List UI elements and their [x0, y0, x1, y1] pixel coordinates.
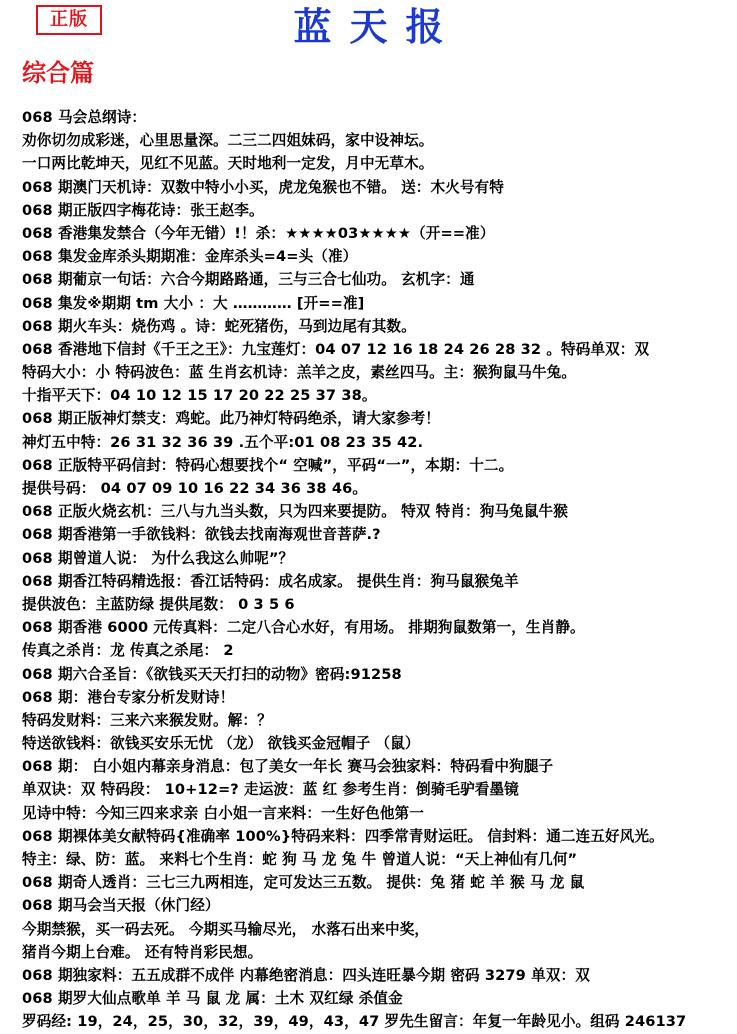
text-line: 068 马会总纲诗： [22, 109, 147, 126]
text-line: 提供波色：主蓝防绿 提供尾数： 0 3 5 6 [22, 595, 295, 613]
text-line: 猪肖今期上台难。 还有特肖彩民想。 [22, 943, 263, 961]
text-line: 十指平天下：04 10 12 15 17 20 22 25 37 38。 [22, 387, 377, 405]
text-line: 单双诀：双 特码段： 10+12=? 走运波：蓝 红 参考生肖：倒骑毛驴看墨镜 [22, 781, 519, 799]
text-line: 068 期香江特码精选报：香江话特码：成名成家。 提供生肖：狗马鼠猴兔羊 [22, 572, 519, 590]
text-line: 传真之杀肖：龙 传真之杀尾： 2 [22, 642, 234, 660]
text-line: 068 正版特平码信封：特码心想要找个“ 空喊”，平码“一”，本期：十二。 [22, 456, 514, 474]
text-line: 068 期香港 6000 元传真料：二定八合心水好，有用场。 排期狗鼠数第一，生肖静。 [22, 619, 585, 637]
text-line: 068 期曾道人说： 为什么我这么帅呢”？ [22, 549, 294, 567]
page-title: 蓝天报 [293, 4, 462, 49]
text-line: 068 期独家料：五五成群不成伴 内幕绝密消息：四头连旺暴今期 密码 3279 单双：双 [22, 966, 590, 984]
text-line: 068 期裸体美女献特码{准确率 100%}特码来料：四季常青财运旺。 信封料：通二连五好风光。 [22, 827, 664, 845]
section-heading: 综合篇 [22, 59, 94, 87]
text-line: 068 集发金库杀头期期准：金库杀头=4=头（准） [22, 248, 358, 266]
text-line: 特码大小：小 特码波色：蓝 生肖玄机诗：羔羊之皮，素丝四马。主：猴狗鼠马牛兔。 [22, 364, 577, 382]
text-line: 068 期罗大仙点歌单 羊 马 鼠 龙 属：土木 双红绿 杀值金 [22, 990, 403, 1008]
text-line: 068 期：港台专家分析发财诗！ [22, 688, 235, 706]
text-line: 068 期香港第一手欲钱料：欲钱去找南海观世音菩萨.? [22, 526, 381, 544]
text-line: 特码发财料：三来六来猴发财。解：？ [22, 711, 272, 729]
text-line: 068 期葡京一句话：六合今期路路通，三与三合七仙功。 玄机字：通 [22, 271, 475, 289]
text-line: 068 集发※期期 tm 大小 ：大 ………… [开==准] [22, 294, 365, 312]
text-line: 神灯五中特：26 31 32 36 39 .五个平:01 08 23 35 42. [22, 433, 424, 451]
text-line: 068 香港集发禁合（今年无错）!！杀：★★★★03★★★★（开==准） [22, 224, 495, 242]
text-line: 068 期澳门天机诗：双数中特小小买，虎龙兔猴也不错。 送：木火号有特 [22, 178, 504, 196]
text-line: 068 期马会当天报（休门经） [22, 897, 220, 915]
content-lines [22, 106, 734, 1034]
text-line: 今期禁猴，买一码去死。 今期买马输尽光， 水落石出来中奖， [22, 920, 430, 938]
text-line: 见诗中特：今知三四来求亲 白小姐一言来料：一生好色他第一 [22, 804, 424, 822]
text-line: 提供号码： 04 07 09 10 16 22 34 36 38 46。 [22, 480, 368, 497]
text-line: 068 期火车头：烧伤鸡 。诗：蛇死猪伤，马到边尾有其数。 [22, 317, 416, 335]
text-line: 068 期正版神灯禁支：鸡蛇。此乃神灯特码绝杀，请大家参考！ [22, 410, 440, 428]
text-line: 一口两比乾坤天，见红不见蓝。天时地利一定发，月中无草木。 [22, 155, 434, 173]
text-line: 068 期： 白小姐内幕亲身消息：包了美女一年长 赛马会独家料：特码看中狗腿子 [22, 758, 554, 776]
text-line: 068 期六合圣旨：《欲钱买天天打扫的动物》密码:91258 [22, 665, 402, 683]
text-line: 068 香港地下信封《千王之王》：九宝莲灯：04 07 12 16 18 24 26 28 32 。特码单双：双 [22, 340, 650, 358]
authentic-badge: 正版 [36, 5, 102, 35]
text-line: 068 期奇人透肖：三七三九两相连，定可发达三五数。 提供：兔 猪 蛇 羊 猴 马 龙 鼠 [22, 874, 585, 892]
text-line: 特主：绿、防：蓝。 来料七个生肖：蛇 狗 马 龙 兔 牛 曾道人说：“天上神仙有几何” [22, 851, 578, 868]
text-line: 劝你切勿成彩迷，心里思量深。二三二四姐妹码，家中设神坛。 [22, 132, 434, 150]
text-line: 068 正版火烧玄机：三八与九当头数，只为四来要提防。 特双 特肖：狗马兔鼠牛猴 [22, 503, 568, 521]
text-line: 罗码经: 19，24，25，30，32，39，49，43，47 罗先生留言：年复一年龄见小。组码 246137 [22, 1013, 687, 1031]
text-line: 特送欲钱料：欲钱买安乐无忧 （龙） 欲钱买金冠帽子 （鼠） [22, 735, 420, 753]
text-line: 068 期正版四字梅花诗：张王赵李。 [22, 201, 264, 219]
